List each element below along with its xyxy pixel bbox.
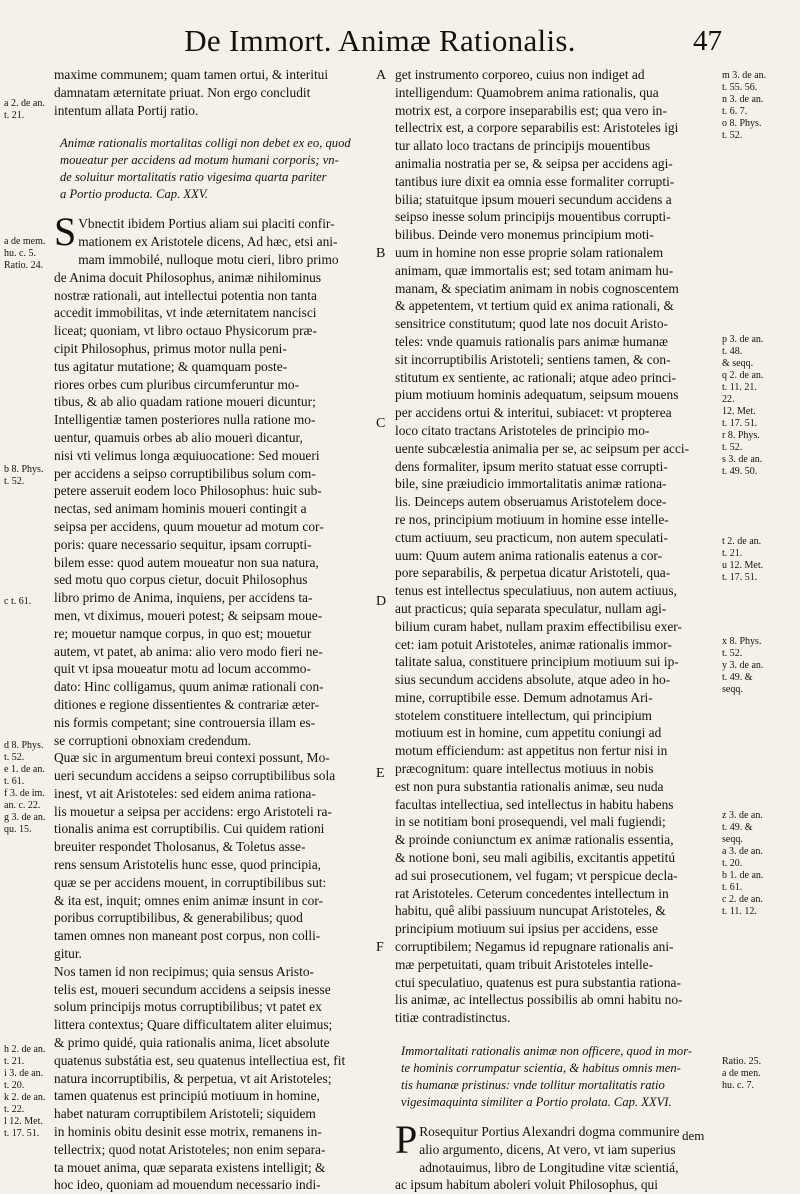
text-line: maxime communem; quam tamen ortui, & interitui — [54, 67, 329, 82]
section-letter: A — [376, 68, 387, 83]
text-line: de Anima docuit Philosophus, animæ nihilominus — [54, 269, 322, 285]
text-line: præcognitum: quare intellectus motiuus in nobis — [395, 761, 654, 777]
text-line: solum principijs motus corruptibilibus; vt patet ex — [54, 999, 322, 1015]
text-line: ctui speculatiuo, quatenus est pura substantia rationa- — [395, 974, 681, 990]
text-line: & proinde coniunctum ex animæ rationalis essentia, — [395, 832, 674, 848]
text-line: titiæ contradistinctus. — [395, 1010, 511, 1026]
text-line: teles: vnde quamuis rationalis pars animæ humanæ — [395, 333, 668, 349]
text-line: loco citato tractans Aristoteles de principio mo- — [395, 422, 650, 438]
margin-note: c t. 61. — [4, 596, 32, 607]
text-line: telis est, moueri secundum accidens a seipsis inesse — [54, 981, 331, 997]
text-line: uum: Quum autem anima rationalis eatenus a cor- — [395, 547, 663, 563]
text-line: ta mouet anima, quæ separata existens intelligit; & — [54, 1159, 326, 1175]
paragraph-lines — [54, 749, 376, 963]
text-line: dato: Hinc colligamus, quum animæ rationali con- — [54, 679, 324, 695]
text-line: habet naturam corruptibilem Aristoteli; siquidem — [54, 1106, 316, 1122]
text-line: tur allato loco tractans de principijs mouentibus — [395, 138, 651, 154]
text-line: libro primo de Anima, inquiens, per accidens ta- — [54, 590, 313, 606]
text-line: habitu, quê alibi passiuum nuncupat Aristoteles, & — [395, 903, 666, 919]
text-line: accedit immobilitas, vt inde æternitatem nancisci — [54, 305, 317, 321]
text-line: corruptibilem; Negamus id repugnare rationalis ani- — [395, 939, 674, 955]
text-line: bilibus. Deinde vero monemus principium moti- — [395, 227, 654, 243]
text-line: bile, sine præiudicio immortalitatis animæ rationa- — [395, 476, 667, 492]
heading-line: tis humanæ pristinus: vnde tollitur mortalitatis ratio — [401, 1078, 665, 1093]
text-line: in se notitiam boni prosequendi, vel mali fugiendi; — [395, 814, 666, 830]
text-line: Vbnectit ibidem Portius aliam sui placiti confir- — [78, 216, 335, 232]
text-line: intentum allata Portij ratio. — [54, 102, 199, 118]
heading-line: de soluitur mortalitatis ratio vigesima quarta pariter — [60, 170, 327, 185]
text-line: seipsa per accidens, quum mouetur ad motum cor- — [54, 518, 324, 534]
text-line: men, vt diximus, moueri potest; & seipsam moue- — [54, 607, 323, 623]
text-line: ad sui prosecutionem, vel fugam; vt perspicue decla- — [395, 867, 678, 883]
section-letter: D — [376, 594, 387, 609]
text-line: alio argumento, dicens, At vero, vt iam superius — [419, 1141, 676, 1157]
text-line: per accidens ortui & interitui, subiacet: vt propterea — [395, 405, 672, 421]
text-line: damnatam æternitate priuat. Non ergo concludit — [54, 84, 311, 100]
paragraph-cap26 — [395, 1117, 717, 1194]
section-letter: B — [376, 246, 386, 261]
text-line: pore separabilis, & perpetua dicatur Aristoteli, qua- — [395, 565, 671, 581]
text-line: lis animæ, ac intellectus possibilis ab omni habitu no- — [395, 992, 683, 1008]
text-line: bilem esse: quod autem moueatur non sua natura, — [54, 554, 319, 570]
text-line: dens formaliter, ipsum merito statuat esse corrupti- — [395, 458, 668, 474]
text-line: uentur, quamuis orbes ab alio moueri dicantur, — [54, 429, 303, 445]
section-letter: C — [376, 416, 386, 431]
text-line: liceat; quoniam, vt libro octauo Physicorum præ- — [54, 323, 317, 339]
text-line: sius secundum accidens absolute, atque adeo in ho- — [395, 672, 671, 688]
margin-note: Ratio. 25. a de men. hu. c. 7. — [722, 1056, 762, 1091]
text-line: sit incorruptibilis Aristoteli; sentiens tamen, & con- — [395, 351, 671, 367]
text-line: ctum actiuum, seu practicum, non autem speculati- — [395, 529, 668, 545]
text-line: poribus corruptibilibus, & generabilibus; quod — [54, 910, 303, 926]
text-line: uente subcælestia animalia per se, ac seipsum per acci- — [395, 440, 690, 456]
text-line: poris: quare necessario sequitur, ipsam corrupti- — [54, 536, 312, 552]
margin-note: p 3. de an. t. 48. & seqq. q 2. de an. t. 11. 21. 22. 12. Met. t. 17. 51. r 8. Phys. t. 52. s 3. de an. t. 49. 50. — [722, 334, 764, 477]
margin-note: a de mem. hu. c. 5. Ratio. 24. — [4, 236, 46, 271]
text-line: rat Aristoteles. Ceterum concedentes intellectum in — [395, 885, 669, 901]
text-line: motum efficiendum: ast appetitus non fertur nisi in — [395, 743, 668, 759]
paragraph-continued — [395, 66, 717, 1027]
text-line: get instrumento corporeo, cuius non indiget ad — [395, 67, 645, 82]
section-letter: F — [376, 940, 384, 955]
margin-note: m 3. de an. t. 55. 56. n 3. de an. t. 6. 7. o 8. Phys. t. 52. — [722, 70, 767, 141]
text-line: Quæ sic in argumentum breui contexi possunt, Mo- — [54, 750, 330, 766]
heading-line: moueatur per accidens ad motum humani corporis; vn- — [60, 153, 339, 168]
text-line: cipit Philosophus, primus motor nulla peni- — [54, 340, 287, 356]
text-line: re nos, principium motiuum in homine esse intelle- — [395, 511, 669, 527]
text-line: Intelligentiæ tamen posteriores nulla ratione mo- — [54, 412, 316, 428]
text-line: motrix est, a corpore inseparabilis est; qua vero in- — [395, 102, 667, 118]
text-line: animam, quæ immortalis est; sed totam animam hu- — [395, 262, 674, 278]
section-letter: E — [376, 766, 385, 781]
text-line: uum in homine non esse proprie solam rationalem — [395, 244, 664, 260]
text-line: mam immobilé, nulloque motu cieri, libro primo — [78, 251, 339, 267]
page-title: De Immort. Animæ Rationalis. — [184, 23, 576, 58]
text-line: adnotauimus, libro de Longitudine vitæ scientiá, — [419, 1159, 679, 1175]
text-line: pium motiuum hominis adequatum, seipsum mouens — [395, 387, 679, 403]
text-line: mæ perpetuitati, quam tribuit Aristoteles intelle- — [395, 956, 654, 972]
text-line: natura incorruptibilis, & perpetua, vt ait Aristoteles; — [54, 1070, 332, 1086]
text-line: cet: iam potuit Aristoteles, animæ rationalis immor- — [395, 636, 672, 652]
text-line: riores orbes cum pluribus circumferuntur mo- — [54, 376, 300, 392]
text-line: quæ se per accidens mouent, in corruptibilibus sut: — [54, 874, 327, 890]
text-line: lis mouetur a seipsa per accidens: ergo Aristoteli ra- — [54, 803, 332, 819]
drop-cap: P — [395, 1117, 418, 1163]
paragraph-1 — [54, 209, 376, 749]
text-line: mationem ex Aristotele dicens, Ad hæc, etsi ani- — [78, 234, 338, 250]
text-line: facultas intellectiua, sed intellectus in habitu habens — [395, 796, 674, 812]
intro-paragraph — [54, 66, 376, 119]
margin-note: h 2. de an. t. 21. i 3. de an. t. 20. k 2. de an. t. 22. l 12. Met. t. 17. 51. — [4, 1044, 46, 1139]
heading-line: vigesimaquinta similiter a Portio prolata. Cap. XXVI. — [401, 1095, 672, 1110]
paragraph-lines — [54, 209, 376, 749]
text-line: manam, & speciatim animam in nobis cognoscentem — [395, 280, 679, 296]
text-line: tellectrix; quod notat Aristoteles; non enim separa- — [54, 1141, 326, 1157]
text-line: tus agitatur mutatione; & quamquam poste- — [54, 358, 288, 374]
margin-note: a 2. de an. t. 21. — [4, 98, 45, 121]
margin-note: t 2. de an. t. 21. u 12. Met. t. 17. 51. — [722, 536, 764, 583]
text-line: bilia; statuitque ipsum moueri secundum accidens a — [395, 191, 672, 207]
text-line: ditiones e regione dissentientes & contrariæ æter- — [54, 696, 320, 712]
text-line: animalia nostratia per se, & seipsa per accidens agi- — [395, 155, 673, 171]
text-line: sensitrice constitutum; quod late nos docuit Aristo- — [395, 316, 668, 332]
margin-note: b 8. Phys. t. 52. — [4, 464, 44, 487]
text-line: tamen omnes non maneant post corpus, non colli- — [54, 928, 321, 944]
text-line: quit vt ipsa moueatur motu ad locum accommo- — [54, 661, 311, 677]
text-line: inest, vt ait Aristoteles: sed eidem anima rationa- — [54, 785, 316, 801]
margin-note: d 8. Phys. t. 52. e 1. de an. t. 61. f 3. de im. an. c. 22. g 3. de an. qu. 15. — [4, 740, 46, 835]
running-head — [0, 10, 800, 60]
chapter-heading-25 — [54, 135, 376, 203]
text-line: Nos tamen id non recipimus; quia sensus Aristo- — [54, 963, 314, 979]
heading-line: a Portio producta. Cap. XXV. — [60, 187, 208, 202]
text-line: sed motu quo corpus cietur, docuit Philosophus — [54, 572, 308, 588]
text-line: nis formis competant; sine controuersia illam es- — [54, 714, 316, 730]
text-line: tibus, & ab alio quadam ratione moueri dicuntur; — [54, 394, 316, 410]
chapter-heading-26 — [395, 1043, 717, 1111]
text-line: petere asseruit eodem loco Philosophus: huic sub- — [54, 483, 322, 499]
text-line: hoc ideo, quoniam ad mouendum necessario indi- — [54, 1177, 321, 1193]
text-line: aut practicus; quia separata speculatur, nullam agi- — [395, 600, 667, 616]
catchword: dem — [682, 1128, 705, 1143]
text-line: tantibus iure dixit ea omnia esse formaliter corrupti- — [395, 173, 675, 189]
left-column — [54, 66, 376, 1194]
text-line: bilium curam habet, nullam praxim effectibilisu exer- — [395, 618, 682, 634]
text-line: ac ipsum habitum aboleri voluit Philosophus, qui — [395, 1177, 658, 1193]
text-line: tamen quatenus est principiú motiuum in homine, — [54, 1088, 320, 1104]
paragraph-lines — [54, 963, 376, 1194]
margin-note: x 8. Phys. t. 52. y 3. de an. t. 49. & seqq. — [722, 636, 764, 695]
page-number: 47 — [693, 25, 722, 57]
text-line: in hominis obitu desinit esse motrix, remanens in- — [54, 1124, 322, 1140]
text-line: tionalis anima est corruptibilis. Cui quidem rationi — [54, 821, 325, 837]
text-line: intelligendum: Quamobrem anima rationalis, qua — [395, 84, 659, 100]
text-line: tenus est intellectus speculatiuus, non autem actiuus, — [395, 583, 677, 599]
text-line: se corruptioni obnoxiam credendum. — [54, 732, 252, 748]
text-line: & primo quidé, quia rationalis anima, licet absolute — [54, 1035, 330, 1051]
text-line: tellectrix est, a corpore separabilis est: Aristoteles igi — [395, 120, 679, 136]
heading-line: te hominis corrumpatur scientia, & habitus omnis men- — [401, 1061, 681, 1076]
text-line: gitur. — [54, 946, 82, 962]
text-line: nisi vti velimus longa æquiuocatione: Sed moueri — [54, 447, 320, 463]
heading-line: Immortalitati rationalis animæ non officere, quod in mor- — [401, 1044, 693, 1059]
text-line: rens sensum Aristotelis hunc esse, quod principia, — [54, 857, 322, 873]
text-line: autem, vt patet, ab anima: alio vero modo fieri ne- — [54, 643, 323, 659]
text-line: est non pura substantia rationalis animæ, seu nuda — [395, 778, 664, 794]
text-line: & appetentem, vt tertium quid ex anima rationali, & — [395, 298, 674, 314]
right-column — [395, 66, 717, 1194]
text-line: quatenus substátia est, seu quatenus intellectiua est, fit — [54, 1052, 346, 1068]
text-line: ueri secundum accidens a seipso corruptibilibus sola — [54, 768, 336, 784]
text-line: motiuum est in homine, cum appetitu coniungi ad — [395, 725, 662, 741]
text-line: re; mouetur namque corpus, in quo est; mouetur — [54, 625, 312, 641]
text-line: stotelem constituere intellectum, qui principium — [395, 707, 652, 723]
text-line: seipso inesse solum principijs mouentibus corrupti- — [395, 209, 671, 225]
text-line: nostræ rationali, aut intellectui potentia non tanta — [54, 287, 317, 303]
text-line: lis. Deinceps autem obseruamus Aristotelem doce- — [395, 494, 667, 510]
text-line: per accidens a seipso corruptibilibus solum com- — [54, 465, 316, 481]
heading-line: Animæ rationalis mortalitas colligi non debet ex eo, quod — [60, 136, 351, 151]
text-line: & ita est, inquit; omnes enim animæ insunt in cor- — [54, 892, 324, 908]
text-line: mine, corruptibile esse. Demum adnotamus Ari- — [395, 689, 653, 705]
text-line: breuiter respondet Tholosanus, & Toletus asse- — [54, 839, 306, 855]
paragraph-3 — [54, 963, 376, 1194]
paragraph-lines — [395, 1117, 717, 1194]
paragraph-2 — [54, 749, 376, 963]
text-line: & notione boni, seu mali agibilis, excitantis appetitú — [395, 850, 676, 866]
text-line: nectas, sed animam hominis moueri contingit a — [54, 501, 307, 517]
text-line: Rosequitur Portius Alexandri dogma communire — [419, 1124, 680, 1140]
margin-note: z 3. de an. t. 49. & seqq. a 3. de an. t. 20. b 1. de an. t. 61. c 2. de an. t. 11. 12. — [722, 810, 764, 917]
text-line: principium motiuum sui ipsius per accidens, esse — [395, 921, 658, 937]
text-line: talitate salua, constituere principium motiuum sui ip- — [395, 654, 679, 670]
text-line: stitutum ex sentiente, ac rationali; atque adeo princi- — [395, 369, 677, 385]
text-line: littera contextus; Quare difficultatem aliter eluimus; — [54, 1017, 333, 1033]
drop-cap: S — [54, 209, 77, 255]
paragraph-lines — [395, 66, 717, 1027]
